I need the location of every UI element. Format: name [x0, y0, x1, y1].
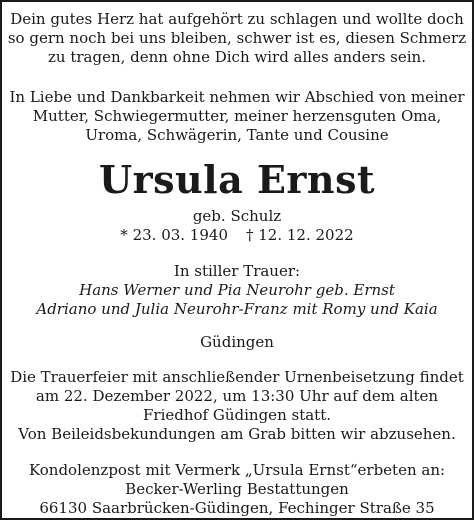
mourner-line-2: Adriano und Julia Neurohr-Franz mit Romy und Kaia: [36, 300, 438, 318]
mourners-heading: In stiller Trauer:: [173, 262, 301, 280]
intro-line-1: In Liebe und Dankbarkeit nehmen wir Abschied von meiner: [9, 88, 465, 106]
intro-line-3: Uroma, Schwägerin, Tante und Cousine: [85, 126, 389, 144]
death-date: † 12. 12. 2022: [246, 226, 354, 244]
condolence-line-2: Becker-Werling Bestattungen: [125, 480, 349, 498]
deceased-name: Ursula Ernst: [98, 157, 376, 202]
funeral-line-4: Von Beileidsbekundungen am Grab bitten wir abzusehen.: [18, 425, 456, 443]
verse-line-1: Dein gutes Herz hat aufgehört zu schlagen und wollte doch: [10, 10, 464, 28]
verse-line-2: so gern noch bei uns bleiben, schwer ist es, diesen Schmerz: [7, 29, 467, 47]
funeral-line-3: Friedhof Güdingen statt.: [143, 406, 331, 424]
mourner-line-1: Hans Werner und Pia Neurohr geb. Ernst: [79, 281, 395, 299]
intro-line-2: Mutter, Schwiegermutter, meiner herzensguten Oma,: [32, 107, 442, 125]
life-dates: [2, 226, 472, 245]
verse-line-3: zu tragen, denn ohne Dich wird alles anders sein.: [48, 48, 426, 66]
condolence-line-3: 66130 Saarbrücken-Güdingen, Fechinger Straße 35: [39, 499, 435, 517]
maiden-name: geb. Schulz: [192, 207, 282, 225]
birth-date: * 23. 03. 1940: [120, 226, 228, 244]
funeral-line-2: am 22. Dezember 2022, um 13:30 Uhr auf dem alten: [35, 387, 439, 405]
funeral-line-1: Die Trauerfeier mit anschließender Urnenbeisetzung findet: [10, 368, 464, 386]
condolence-line-1: Kondolenzpost mit Vermerk „Ursula Ernst“erbeten an:: [28, 461, 446, 479]
place-name: Güdingen: [200, 333, 274, 351]
